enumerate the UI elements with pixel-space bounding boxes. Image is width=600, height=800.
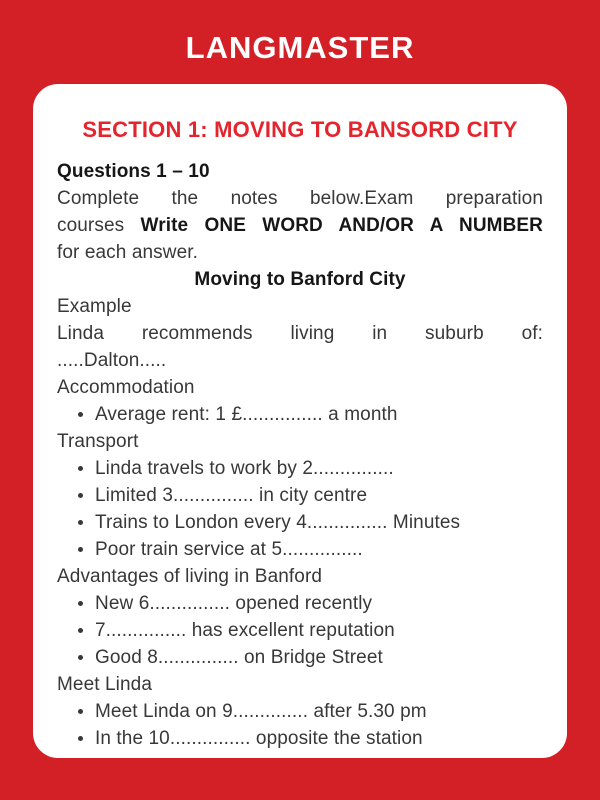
bullet-item: Linda travels to work by 2............... [57, 455, 543, 482]
bullet-list [57, 401, 543, 428]
bullet-item: 7............... has excellent reputation [57, 617, 543, 644]
instructions-normal-text: courses [57, 215, 125, 236]
bullet-item: Limited 3............... in city centre [57, 482, 543, 509]
notes-title: Moving to Banford City [194, 269, 406, 290]
example-label: Example [57, 296, 132, 317]
instructions-line-2 [57, 212, 543, 239]
note-section-heading: Meet Linda [57, 674, 153, 695]
bullet-list [57, 698, 543, 752]
bullet-item: Good 8............... on Bridge Street [57, 644, 543, 671]
brand-logo: LANGMASTER [185, 30, 415, 65]
example-line-1: Linda recommends living in suburb of: [57, 323, 543, 344]
bullet-item: Poor train service at 5............... [57, 536, 543, 563]
bullet-item: Average rent: 1 £............... a month [57, 401, 543, 428]
bullet-list [57, 455, 543, 563]
bullet-item: In the 10............... opposite the station [57, 725, 543, 752]
section-title: SECTION 1: MOVING TO BANSORD CITY [82, 117, 518, 142]
questions-heading: Questions 1 – 10 [57, 161, 210, 182]
note-section-heading: Advantages of living in Banford [57, 566, 323, 587]
bullet-item: Meet Linda on 9.............. after 5.30 pm [57, 698, 543, 725]
bullet-list [57, 590, 543, 671]
note-section-heading: Transport [57, 431, 139, 452]
instructions-line-3: for each answer. [57, 242, 199, 263]
worksheet-card [33, 84, 567, 758]
note-section-heading: Accommodation [57, 377, 195, 398]
instructions-bold-text: Write ONE WORD AND/OR A NUMBER [140, 215, 543, 236]
bullet-item: New 6............... opened recently [57, 590, 543, 617]
note-sections [57, 374, 543, 752]
bullet-item: Trains to London every 4............... Minutes [57, 509, 543, 536]
example-line-2: .....Dalton..... [57, 350, 167, 371]
instructions-line-1: Complete the notes below.Exam preparation [57, 188, 543, 209]
